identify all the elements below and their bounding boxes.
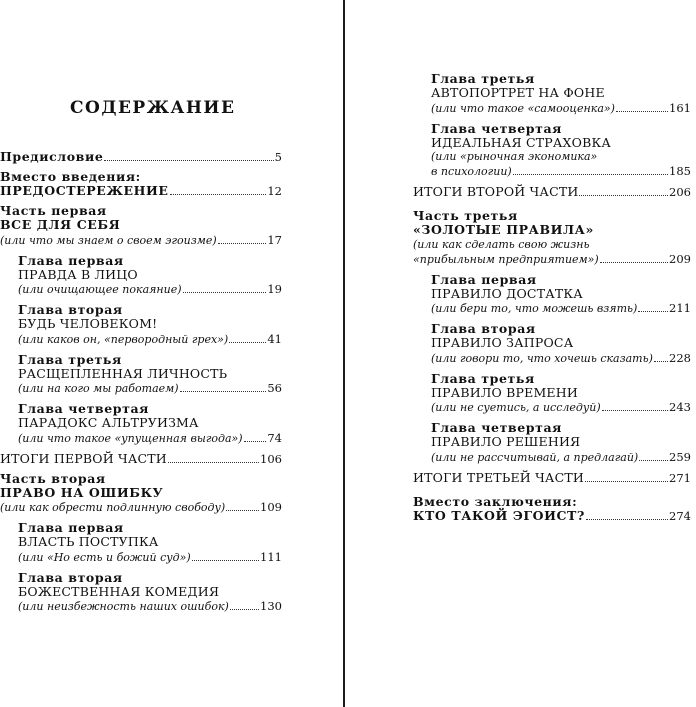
page-number: 130 [260,599,282,613]
chapter-label: Глава третья [431,71,535,86]
chapter-label: Глава четвертая [18,401,149,416]
chapter-subtitle: (или очищающее покаяние) [18,283,182,296]
chapter-title: ПРАВИЛО РЕШЕНИЯ [431,434,581,449]
part-label: Часть первая [0,203,107,218]
dot-leader [513,174,668,175]
chapter-title: ВЛАСТЬ ПОСТУПКА [18,534,159,549]
toc-entry-summary[interactable] [413,185,691,199]
chapter-subtitle: (или не рассчитывай, а предлагай) [431,450,639,464]
dot-leader [104,160,273,161]
toc-entry-chapter[interactable] [0,303,282,347]
page-number: 56 [267,381,282,395]
chapter-subtitle: (или говори то, что хочешь сказать) [431,351,653,365]
page-number: 185 [669,164,691,178]
entry-label: Вместо заключения: [413,493,578,509]
page-number: 209 [669,251,691,266]
chapter-subtitle: (или «рыночная экономика» [431,150,598,163]
dot-leader [586,519,668,520]
dot-leader [654,361,668,362]
chapter-label: Глава третья [431,370,535,386]
page-number: 41 [267,331,282,346]
page-number: 74 [267,430,282,445]
part-title: ВСЕ ДЛЯ СЕБЯ [0,217,121,232]
chapter-title: ПРАВДА В ЛИЦО [18,266,138,282]
page-number: 109 [260,500,282,514]
dot-leader [616,111,668,112]
dot-leader [639,460,668,461]
part-subtitle: (или как обрести подлинную свободу) [0,501,226,514]
toc-entry-chapter[interactable] [0,254,282,298]
dot-leader [168,462,259,463]
part-title: «ЗОЛОТЫЕ ПРАВИЛА» [413,222,594,237]
page-number: 271 [669,470,691,485]
chapter-label: Глава первая [431,271,537,287]
page-number: 274 [669,508,691,523]
toc-entry-chapter[interactable] [413,72,691,116]
toc-entry-chapter[interactable] [413,372,691,416]
toc-entry-preface[interactable] [0,150,282,164]
toc-entry-summary[interactable] [0,452,282,466]
part-subtitle: (или что мы знаем о своем эгоизме) [0,233,217,247]
entry-text: Предисловие [0,149,104,164]
dot-leader [244,441,267,442]
chapter-title: ПРАВИЛО ВРЕМЕНИ [431,384,578,400]
toc-entry-part2[interactable] [0,472,282,516]
dot-leader [226,510,259,511]
chapter-subtitle: (или каков он, «первородный грех») [18,332,229,346]
dot-leader [170,194,267,195]
chapter-subtitle: (или «Но есть и божий суд») [18,550,191,564]
part-label: Часть вторая [0,470,106,486]
toc-entry-chapter[interactable] [0,521,282,565]
chapter-label: Глава четвертая [431,420,562,435]
dot-leader [600,262,668,263]
toc-entry-chapter[interactable] [413,273,691,317]
page-number: 106 [260,451,282,466]
toc-entry-chapter[interactable] [413,122,691,180]
chapter-subtitle: (или не суетись, а исследуй) [431,401,601,414]
summary-text: ИТОГИ ТРЕТЬЕЙ ЧАСТИ [413,469,584,485]
toc-entry-chapter[interactable] [0,353,282,397]
part-subtitle-cont: «прибыльным предприятием») [413,252,599,266]
entry-title: ПРЕДОСТЕРЕЖЕНИЕ [0,183,169,198]
chapter-title: БОЖЕСТВЕННАЯ КОМЕДИЯ [18,583,220,599]
chapter-label: Глава вторая [18,302,123,317]
chapter-title: БУДЬ ЧЕЛОВЕКОМ! [18,316,158,331]
part-subtitle: (или как сделать свою жизнь [413,237,590,251]
toc-entry-intro[interactable] [0,170,282,198]
chapter-subtitle: (или неизбежность наших ошибок) [18,600,229,613]
chapter-subtitle: (или бери то, что можешь взять) [431,302,638,315]
chapter-label: Глава третья [18,351,122,367]
page-number: 19 [267,282,282,296]
page-number: 228 [669,350,691,365]
page-number: 161 [669,100,691,115]
dot-leader [638,311,668,312]
toc-entry-summary[interactable] [413,471,691,485]
dot-leader [183,292,267,293]
page-title: СОДЕРЖАНИЕ [70,98,236,118]
chapter-subtitle: (или на кого мы работаем) [18,382,179,395]
dot-leader [192,560,259,561]
toc-entry-part3[interactable] [413,209,691,267]
toc-entry-chapter[interactable] [413,322,691,366]
page-number: 243 [669,400,691,414]
dot-leader [230,609,259,610]
page-number: 111 [260,549,282,564]
toc-entry-chapter[interactable] [0,402,282,446]
chapter-subtitle-cont: в психологии) [431,165,512,178]
page-number: 259 [669,449,691,464]
chapter-label: Глава первая [18,520,124,535]
toc-entry-chapter[interactable] [0,571,282,615]
dot-leader [218,243,267,244]
page-number: 206 [669,185,691,199]
chapter-label: Глава вторая [18,569,123,585]
chapter-label: Глава вторая [431,321,536,336]
entry-title: КТО ТАКОЙ ЭГОИСТ? [413,507,585,523]
page-number: 5 [274,150,282,164]
page-number: 211 [669,301,691,315]
toc-left [0,150,282,620]
dot-leader [585,481,668,482]
page-number: 12 [267,184,282,198]
toc-entry-conclusion[interactable] [413,495,691,523]
chapter-subtitle: (или что такое «упущенная выгода») [18,431,243,445]
part-title: ПРАВО НА ОШИБКУ [0,484,164,500]
book-gutter [343,0,345,707]
dot-leader [602,410,668,411]
summary-text: ИТОГИ ПЕРВОЙ ЧАСТИ [0,450,167,466]
chapter-title: ПАРАДОКС АЛЬТРУИЗМА [18,415,199,430]
dot-leader [579,195,668,196]
dot-leader [229,342,266,343]
toc-entry-chapter[interactable] [413,421,691,465]
dot-leader [180,391,267,392]
chapter-label: Глава первая [18,252,124,268]
toc-right [413,72,691,529]
chapter-title: ПРАВИЛО ДОСТАТКА [431,285,583,301]
toc-entry-part1[interactable] [0,204,282,248]
part-label: Часть третья [413,208,518,223]
summary-text: ИТОГИ ВТОРОЙ ЧАСТИ [413,184,579,199]
chapter-title: ПРАВИЛО ЗАПРОСА [431,335,574,350]
chapter-title: РАСЩЕПЛЕННАЯ ЛИЧНОСТЬ [18,365,228,381]
entry-label: Вместо введения: [0,169,141,184]
page-number: 17 [267,232,282,247]
chapter-title: ИДЕАЛЬНАЯ СТРАХОВКА [431,134,611,150]
chapter-title: АВТОПОРТРЕТ НА ФОНЕ [431,85,605,100]
chapter-subtitle: (или что такое «самооценка») [431,101,615,115]
chapter-label: Глава четвертая [431,120,562,136]
